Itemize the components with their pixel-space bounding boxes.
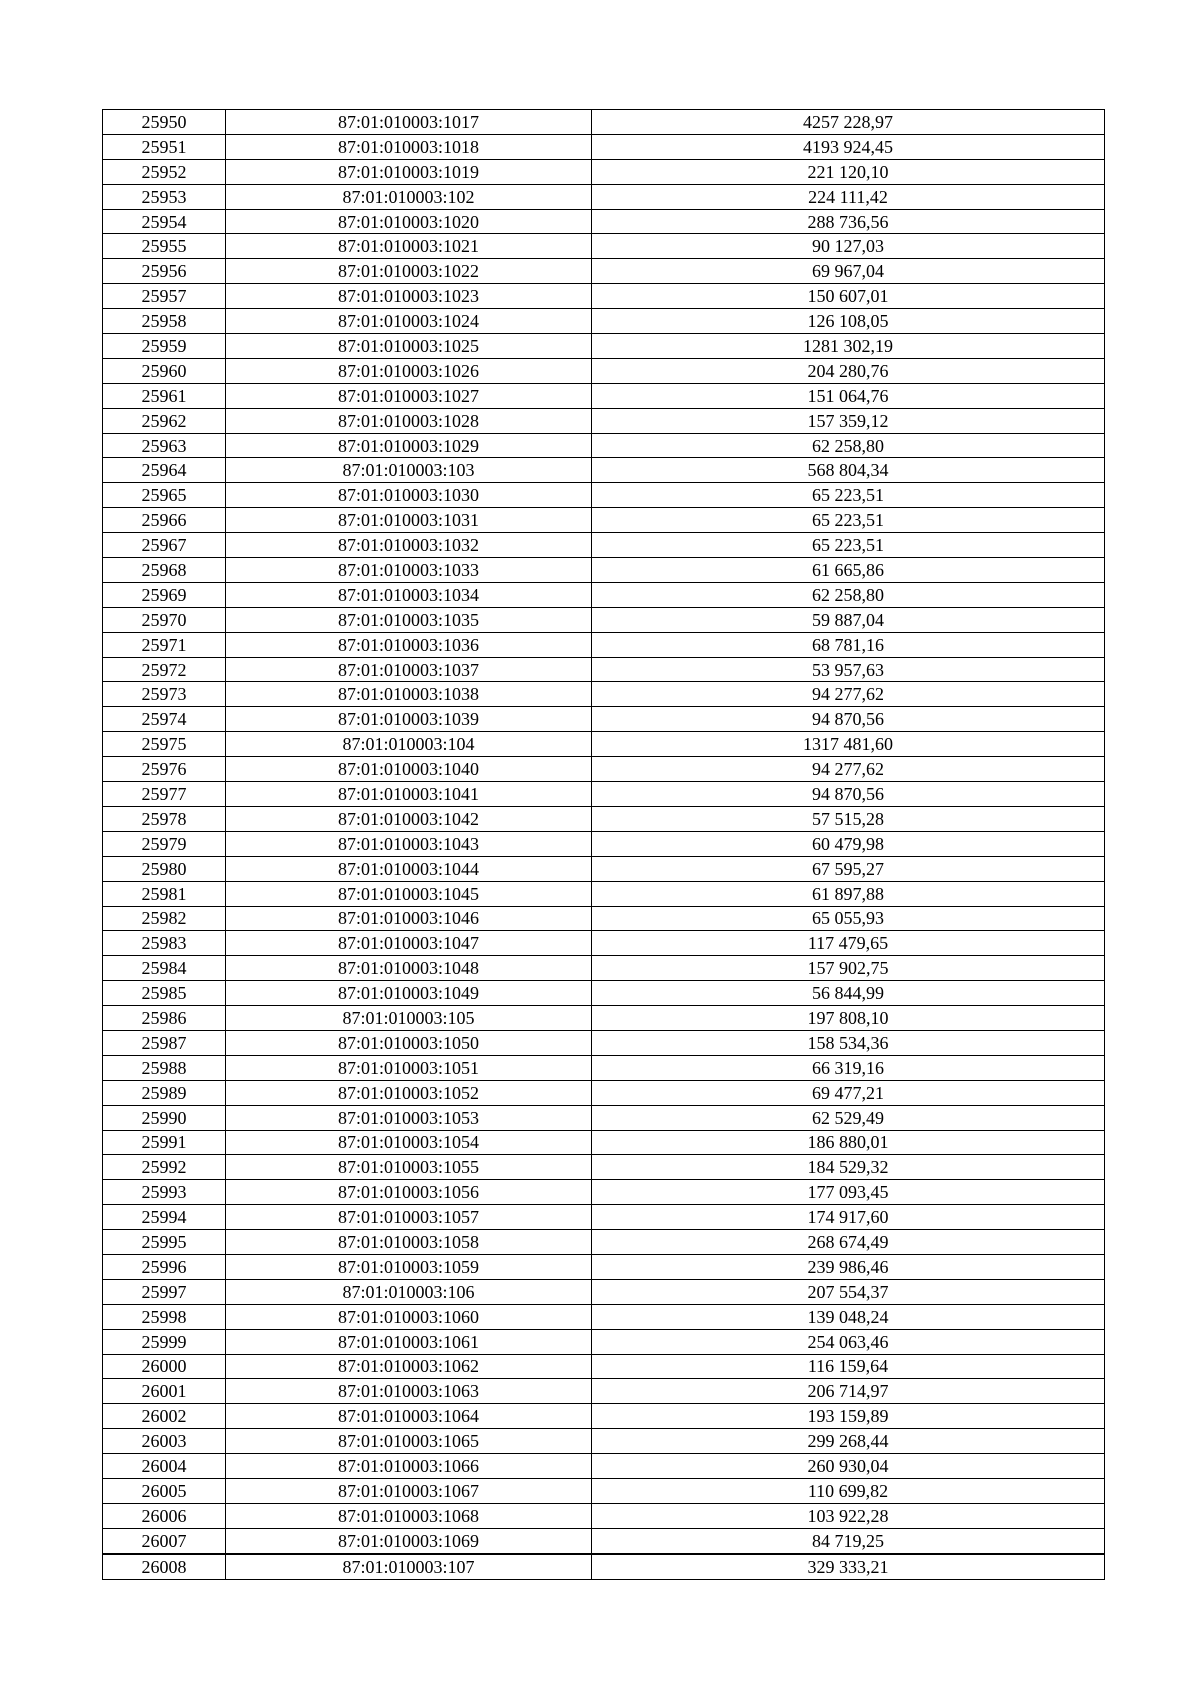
cadastral-number-cell: 87:01:010003:1024 [226, 309, 592, 334]
table-row [103, 1528, 1105, 1553]
table-row [103, 1404, 1105, 1429]
row-number-cell: 25970 [103, 607, 226, 632]
value-cell: 157 902,75 [592, 956, 1105, 981]
value-cell: 94 277,62 [592, 682, 1105, 707]
cadastral-number-cell: 87:01:010003:1065 [226, 1429, 592, 1454]
cadastral-number-cell: 87:01:010003:1031 [226, 508, 592, 533]
value-cell: 56 844,99 [592, 981, 1105, 1006]
value-cell: 288 736,56 [592, 209, 1105, 234]
table-row [103, 1554, 1105, 1579]
value-cell: 1281 302,19 [592, 334, 1105, 359]
row-number-cell: 25999 [103, 1329, 226, 1354]
row-number-cell: 25992 [103, 1155, 226, 1180]
table-row [103, 981, 1105, 1006]
value-cell: 65 055,93 [592, 906, 1105, 931]
cadastral-number-cell: 87:01:010003:1054 [226, 1130, 592, 1155]
table-row [103, 1105, 1105, 1130]
value-cell: 260 930,04 [592, 1454, 1105, 1479]
value-cell: 110 699,82 [592, 1478, 1105, 1503]
cadastral-number-cell: 87:01:010003:1057 [226, 1205, 592, 1230]
cadastral-number-cell: 87:01:010003:1048 [226, 956, 592, 981]
row-number-cell: 25971 [103, 632, 226, 657]
table-row [103, 483, 1105, 508]
value-cell: 61 665,86 [592, 558, 1105, 583]
cadastral-number-cell: 87:01:010003:1041 [226, 782, 592, 807]
cadastral-number-cell: 87:01:010003:1037 [226, 657, 592, 682]
row-number-cell: 25978 [103, 806, 226, 831]
cadastral-number-cell: 87:01:010003:1049 [226, 981, 592, 1006]
cadastral-number-cell: 87:01:010003:1027 [226, 383, 592, 408]
table-row [103, 757, 1105, 782]
value-cell: 186 880,01 [592, 1130, 1105, 1155]
cadastral-number-cell: 87:01:010003:1020 [226, 209, 592, 234]
value-cell: 57 515,28 [592, 806, 1105, 831]
table-row [103, 1304, 1105, 1329]
table-row [103, 1080, 1105, 1105]
value-cell: 197 808,10 [592, 1006, 1105, 1031]
value-cell: 84 719,25 [592, 1528, 1105, 1553]
table-row [103, 831, 1105, 856]
table-row [103, 284, 1105, 309]
table-row [103, 533, 1105, 558]
row-number-cell: 25975 [103, 732, 226, 757]
row-number-cell: 25960 [103, 358, 226, 383]
table-row [103, 956, 1105, 981]
row-number-cell: 26004 [103, 1454, 226, 1479]
row-number-cell: 25953 [103, 184, 226, 209]
cadastral-number-cell: 87:01:010003:1022 [226, 259, 592, 284]
cadastral-number-cell: 87:01:010003:105 [226, 1006, 592, 1031]
value-cell: 206 714,97 [592, 1379, 1105, 1404]
value-cell: 139 048,24 [592, 1304, 1105, 1329]
table-row [103, 259, 1105, 284]
table-row [103, 607, 1105, 632]
table-row [103, 110, 1105, 135]
value-cell: 67 595,27 [592, 856, 1105, 881]
value-cell: 204 280,76 [592, 358, 1105, 383]
table-row [103, 134, 1105, 159]
cadastral-number-cell: 87:01:010003:1061 [226, 1329, 592, 1354]
table-row [103, 1006, 1105, 1031]
row-number-cell: 25985 [103, 981, 226, 1006]
table-row [103, 1230, 1105, 1255]
value-cell: 4193 924,45 [592, 134, 1105, 159]
table-row [103, 1454, 1105, 1479]
cadastral-number-cell: 87:01:010003:1059 [226, 1254, 592, 1279]
row-number-cell: 25980 [103, 856, 226, 881]
row-number-cell: 25984 [103, 956, 226, 981]
table-row [103, 1130, 1105, 1155]
table-row [103, 931, 1105, 956]
row-number-cell: 25956 [103, 259, 226, 284]
cadastral-number-cell: 87:01:010003:1053 [226, 1105, 592, 1130]
value-cell: 239 986,46 [592, 1254, 1105, 1279]
cadastral-number-cell: 87:01:010003:1029 [226, 433, 592, 458]
table-row [103, 184, 1105, 209]
row-number-cell: 26005 [103, 1478, 226, 1503]
table-row [103, 1354, 1105, 1379]
cadastral-number-cell: 87:01:010003:1039 [226, 707, 592, 732]
row-number-cell: 26000 [103, 1354, 226, 1379]
cadastral-number-cell: 87:01:010003:1030 [226, 483, 592, 508]
row-number-cell: 25952 [103, 159, 226, 184]
value-cell: 61 897,88 [592, 881, 1105, 906]
cadastral-number-cell: 87:01:010003:1060 [226, 1304, 592, 1329]
table-row [103, 1030, 1105, 1055]
row-number-cell: 25982 [103, 906, 226, 931]
cadastral-number-cell: 87:01:010003:1017 [226, 110, 592, 135]
value-cell: 116 159,64 [592, 1354, 1105, 1379]
cadastral-number-cell: 87:01:010003:1032 [226, 533, 592, 558]
row-number-cell: 25957 [103, 284, 226, 309]
table-row [103, 558, 1105, 583]
table-row [103, 806, 1105, 831]
row-number-cell: 25998 [103, 1304, 226, 1329]
row-number-cell: 26008 [103, 1554, 226, 1579]
row-number-cell: 25983 [103, 931, 226, 956]
row-number-cell: 25950 [103, 110, 226, 135]
value-cell: 568 804,34 [592, 458, 1105, 483]
cadastral-number-cell: 87:01:010003:103 [226, 458, 592, 483]
value-cell: 157 359,12 [592, 408, 1105, 433]
table-row [103, 383, 1105, 408]
value-cell: 68 781,16 [592, 632, 1105, 657]
value-cell: 254 063,46 [592, 1329, 1105, 1354]
cadastral-number-cell: 87:01:010003:1034 [226, 582, 592, 607]
row-number-cell: 25986 [103, 1006, 226, 1031]
value-cell: 66 319,16 [592, 1055, 1105, 1080]
row-number-cell: 25979 [103, 831, 226, 856]
row-number-cell: 25988 [103, 1055, 226, 1080]
value-cell: 59 887,04 [592, 607, 1105, 632]
cadastral-number-cell: 87:01:010003:1038 [226, 682, 592, 707]
table-row [103, 209, 1105, 234]
table-row [103, 234, 1105, 259]
row-number-cell: 25973 [103, 682, 226, 707]
value-cell: 65 223,51 [592, 508, 1105, 533]
row-number-cell: 26003 [103, 1429, 226, 1454]
value-cell: 150 607,01 [592, 284, 1105, 309]
table-row [103, 1205, 1105, 1230]
row-number-cell: 25981 [103, 881, 226, 906]
value-cell: 174 917,60 [592, 1205, 1105, 1230]
table-row [103, 1429, 1105, 1454]
table-row [103, 159, 1105, 184]
cadastral-number-cell: 87:01:010003:106 [226, 1279, 592, 1304]
cadastral-number-cell: 87:01:010003:1058 [226, 1230, 592, 1255]
value-cell: 94 870,56 [592, 707, 1105, 732]
row-number-cell: 25968 [103, 558, 226, 583]
row-number-cell: 25987 [103, 1030, 226, 1055]
cadastral-number-cell: 87:01:010003:1043 [226, 831, 592, 856]
table-body [103, 110, 1105, 1580]
value-cell: 126 108,05 [592, 309, 1105, 334]
value-cell: 62 258,80 [592, 582, 1105, 607]
table-row [103, 881, 1105, 906]
table-row [103, 433, 1105, 458]
row-number-cell: 26002 [103, 1404, 226, 1429]
table-row [103, 458, 1105, 483]
cadastral-number-cell: 87:01:010003:1052 [226, 1080, 592, 1105]
value-cell: 60 479,98 [592, 831, 1105, 856]
value-cell: 69 967,04 [592, 259, 1105, 284]
row-number-cell: 25954 [103, 209, 226, 234]
value-cell: 4257 228,97 [592, 110, 1105, 135]
table-row [103, 408, 1105, 433]
cadastral-number-cell: 87:01:010003:1068 [226, 1503, 592, 1528]
value-cell: 94 870,56 [592, 782, 1105, 807]
row-number-cell: 25955 [103, 234, 226, 259]
row-number-cell: 25959 [103, 334, 226, 359]
value-cell: 103 922,28 [592, 1503, 1105, 1528]
cadastral-number-cell: 87:01:010003:1028 [226, 408, 592, 433]
row-number-cell: 25995 [103, 1230, 226, 1255]
row-number-cell: 26001 [103, 1379, 226, 1404]
value-cell: 299 268,44 [592, 1429, 1105, 1454]
row-number-cell: 25976 [103, 757, 226, 782]
cadastral-number-cell: 87:01:010003:1025 [226, 334, 592, 359]
table-row [103, 309, 1105, 334]
row-number-cell: 26006 [103, 1503, 226, 1528]
row-number-cell: 25990 [103, 1105, 226, 1130]
value-cell: 65 223,51 [592, 533, 1105, 558]
cadastral-number-cell: 87:01:010003:1040 [226, 757, 592, 782]
cadastral-number-cell: 87:01:010003:1063 [226, 1379, 592, 1404]
row-number-cell: 25964 [103, 458, 226, 483]
table-row [103, 334, 1105, 359]
cadastral-number-cell: 87:01:010003:104 [226, 732, 592, 757]
cadastral-number-cell: 87:01:010003:1023 [226, 284, 592, 309]
cadastral-number-cell: 87:01:010003:102 [226, 184, 592, 209]
table-row [103, 1279, 1105, 1304]
row-number-cell: 25965 [103, 483, 226, 508]
value-cell: 224 111,42 [592, 184, 1105, 209]
table-row [103, 1503, 1105, 1528]
row-number-cell: 25967 [103, 533, 226, 558]
cadastral-number-cell: 87:01:010003:107 [226, 1554, 592, 1579]
row-number-cell: 25994 [103, 1205, 226, 1230]
row-number-cell: 25997 [103, 1279, 226, 1304]
table-row [103, 856, 1105, 881]
row-number-cell: 25951 [103, 134, 226, 159]
table-row [103, 1329, 1105, 1354]
table-row [103, 1155, 1105, 1180]
row-number-cell: 25972 [103, 657, 226, 682]
cadastral-number-cell: 87:01:010003:1045 [226, 881, 592, 906]
table-row [103, 1379, 1105, 1404]
cadastral-number-cell: 87:01:010003:1026 [226, 358, 592, 383]
row-number-cell: 25963 [103, 433, 226, 458]
row-number-cell: 25989 [103, 1080, 226, 1105]
row-number-cell: 25993 [103, 1180, 226, 1205]
value-cell: 184 529,32 [592, 1155, 1105, 1180]
table-row [103, 657, 1105, 682]
cadastral-number-cell: 87:01:010003:1062 [226, 1354, 592, 1379]
row-number-cell: 25991 [103, 1130, 226, 1155]
row-number-cell: 25969 [103, 582, 226, 607]
table-row [103, 906, 1105, 931]
row-number-cell: 25966 [103, 508, 226, 533]
row-number-cell: 25977 [103, 782, 226, 807]
value-cell: 207 554,37 [592, 1279, 1105, 1304]
cadastral-number-cell: 87:01:010003:1046 [226, 906, 592, 931]
cadastral-number-cell: 87:01:010003:1021 [226, 234, 592, 259]
cadastral-value-table [102, 109, 1105, 1580]
cadastral-number-cell: 87:01:010003:1069 [226, 1528, 592, 1553]
table-row [103, 582, 1105, 607]
cadastral-number-cell: 87:01:010003:1047 [226, 931, 592, 956]
table-row [103, 1055, 1105, 1080]
cadastral-number-cell: 87:01:010003:1042 [226, 806, 592, 831]
row-number-cell: 26007 [103, 1528, 226, 1553]
value-cell: 193 159,89 [592, 1404, 1105, 1429]
cadastral-number-cell: 87:01:010003:1044 [226, 856, 592, 881]
cadastral-number-cell: 87:01:010003:1050 [226, 1030, 592, 1055]
value-cell: 221 120,10 [592, 159, 1105, 184]
row-number-cell: 25962 [103, 408, 226, 433]
table-row [103, 1254, 1105, 1279]
cadastral-number-cell: 87:01:010003:1056 [226, 1180, 592, 1205]
table-row [103, 782, 1105, 807]
cadastral-number-cell: 87:01:010003:1018 [226, 134, 592, 159]
value-cell: 329 333,21 [592, 1554, 1105, 1579]
table-row [103, 707, 1105, 732]
table-row [103, 732, 1105, 757]
row-number-cell: 25961 [103, 383, 226, 408]
value-cell: 62 258,80 [592, 433, 1105, 458]
value-cell: 151 064,76 [592, 383, 1105, 408]
row-number-cell: 25996 [103, 1254, 226, 1279]
cadastral-number-cell: 87:01:010003:1035 [226, 607, 592, 632]
value-cell: 117 479,65 [592, 931, 1105, 956]
value-cell: 94 277,62 [592, 757, 1105, 782]
table-row [103, 1180, 1105, 1205]
row-number-cell: 25974 [103, 707, 226, 732]
table-row [103, 508, 1105, 533]
table-row [103, 1478, 1105, 1503]
cadastral-number-cell: 87:01:010003:1051 [226, 1055, 592, 1080]
table-row [103, 632, 1105, 657]
row-number-cell: 25958 [103, 309, 226, 334]
cadastral-number-cell: 87:01:010003:1064 [226, 1404, 592, 1429]
cadastral-number-cell: 87:01:010003:1067 [226, 1478, 592, 1503]
table-row [103, 682, 1105, 707]
cadastral-number-cell: 87:01:010003:1033 [226, 558, 592, 583]
value-cell: 1317 481,60 [592, 732, 1105, 757]
table-row [103, 358, 1105, 383]
value-cell: 53 957,63 [592, 657, 1105, 682]
cadastral-number-cell: 87:01:010003:1066 [226, 1454, 592, 1479]
value-cell: 65 223,51 [592, 483, 1105, 508]
value-cell: 62 529,49 [592, 1105, 1105, 1130]
cadastral-number-cell: 87:01:010003:1036 [226, 632, 592, 657]
value-cell: 90 127,03 [592, 234, 1105, 259]
value-cell: 177 093,45 [592, 1180, 1105, 1205]
value-cell: 158 534,36 [592, 1030, 1105, 1055]
value-cell: 268 674,49 [592, 1230, 1105, 1255]
cadastral-number-cell: 87:01:010003:1055 [226, 1155, 592, 1180]
cadastral-number-cell: 87:01:010003:1019 [226, 159, 592, 184]
value-cell: 69 477,21 [592, 1080, 1105, 1105]
